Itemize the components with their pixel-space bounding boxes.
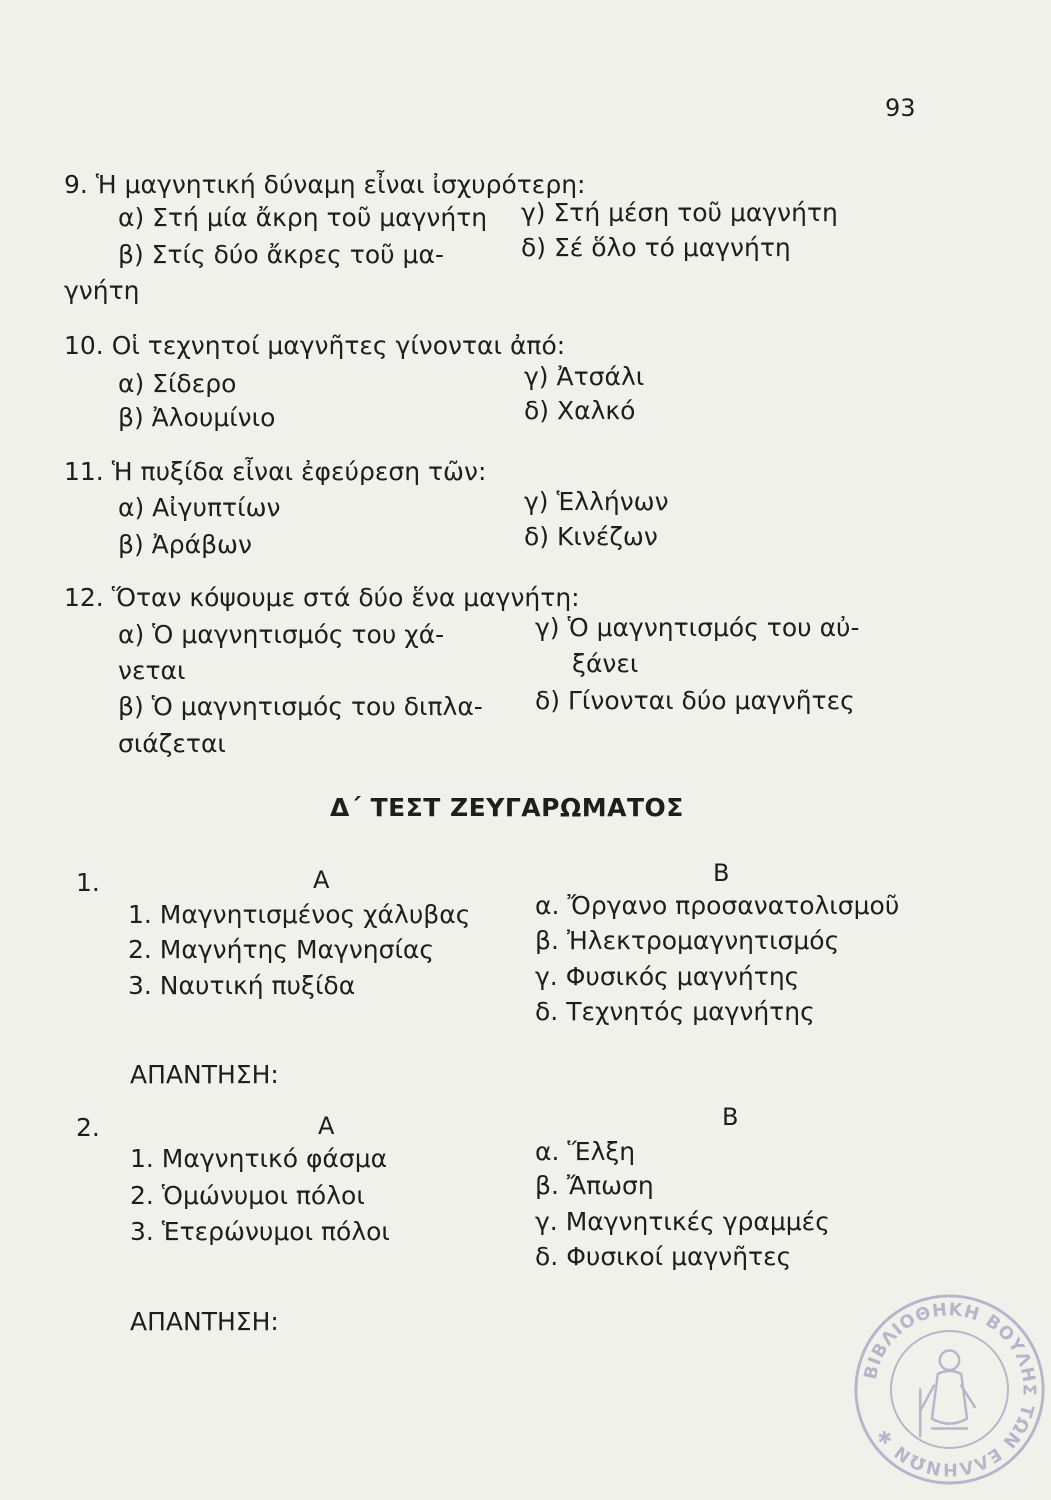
option-b-line2: γνήτη [64, 276, 140, 305]
option-b-line1: β) Στίς δύο ἄκρες τοῦ μα- [118, 240, 444, 269]
option-c: γ) Ἑλλήνων [524, 487, 669, 516]
option-a: α) Στή μία ἄκρη τοῦ μαγνήτη [118, 203, 488, 232]
stamp-figure-icon [920, 1351, 975, 1437]
section-title: Δ΄ ΤΕΣΤ ΖΕΥΓΑΡΩΜΑΤΟΣ [330, 793, 684, 822]
option-a: α) Σίδερο [118, 369, 237, 398]
option-a-line2: νεται [118, 656, 186, 685]
column-a-item: 2. Ὁμώνυμοι πόλοι [130, 1181, 365, 1210]
column-b-item: α. Ὄργανο προσανατολισμοῦ [535, 891, 900, 920]
answer-label: ΑΠΑΝΤΗΣΗ: [130, 1307, 279, 1336]
option-b-line2: σιάζεται [118, 729, 226, 758]
option-b: β) Ἀλουμίνιο [118, 403, 276, 432]
column-b-item: δ. Τεχνητός μαγνήτης [535, 997, 815, 1026]
option-a-line1: α) Ὁ μαγνητισμός του χά- [118, 620, 445, 649]
column-b-header: Β [722, 1103, 739, 1131]
column-b-item: γ. Μαγνητικές γραμμές [535, 1207, 830, 1236]
column-a-item: 2. Μαγνήτης Μαγνησίας [128, 935, 435, 964]
option-c-line1: γ) Ὁ μαγνητισμός του αὐ- [535, 613, 860, 642]
option-c: γ) Στή μέση τοῦ μαγνήτη [521, 198, 838, 227]
test-number: 1. [76, 868, 100, 897]
option-a: α) Αἰγυπτίων [118, 493, 281, 522]
option-c: γ) Ἀτσάλι [524, 362, 645, 391]
answer-label: ΑΠΑΝΤΗΣΗ: [130, 1060, 279, 1089]
option-b: β) Ἀράβων [118, 530, 252, 559]
option-b-line1: β) Ὁ μαγνητισμός του διπλα- [118, 692, 483, 721]
column-a-header: Α [318, 1112, 335, 1140]
column-b-item: α. Ἕλξη [535, 1137, 636, 1166]
test-number: 2. [76, 1113, 100, 1142]
option-d: δ) Κινέζων [524, 522, 658, 551]
option-d: δ) Χαλκό [524, 396, 636, 425]
column-a-item: 3. Ἑτερώνυμοι πόλοι [130, 1217, 390, 1246]
page-number: 93 [885, 94, 916, 122]
library-stamp [852, 1292, 1047, 1487]
option-d: δ) Σέ ὅλο τό μαγνήτη [521, 233, 791, 262]
column-b-header: Β [713, 859, 730, 887]
option-d: δ) Γίνονται δύο μαγνῆτες [535, 686, 855, 715]
question-text: 11. Ἡ πυξίδα εἶναι ἐφεύρεση τῶν: [64, 457, 487, 486]
column-a-item: 1. Μαγνητισμένος χάλυβας [128, 900, 471, 929]
column-a-item: 1. Μαγνητικό φάσμα [130, 1144, 388, 1173]
column-b-item: δ. Φυσικοί μαγνῆτες [535, 1242, 792, 1271]
column-a-header: Α [313, 866, 330, 894]
question-text: 10. Οἱ τεχνητοί μαγνῆτες γίνονται ἀπό: [64, 331, 566, 360]
svg-text:ΒΙΒΛΙΟΘΗΚΗ ΒΟΥΛΗΣ ΤΩΝ ΕΛΛΗΝΩΝ: ΒΙΒΛΙΟΘΗΚΗ ΒΟΥΛΗΣ ΤΩΝ ΕΛΛΗΝΩΝ ✱ [861, 1300, 1039, 1479]
option-c-line2: ξάνει [572, 649, 639, 678]
question-text: 12. Ὅταν κόψουμε στά δύο ἕνα μαγνήτη: [64, 583, 580, 612]
column-b-item: β. Ἄπωση [535, 1171, 654, 1200]
column-a-item: 3. Ναυτική πυξίδα [128, 971, 356, 1000]
column-b-item: γ. Φυσικός μαγνήτης [535, 962, 800, 991]
question-text: 9. Ἡ μαγνητική δύναμη εἶναι ἰσχυρότερη: [64, 170, 586, 199]
column-b-item: β. Ἠλεκτρομαγνητισμός [535, 926, 840, 955]
